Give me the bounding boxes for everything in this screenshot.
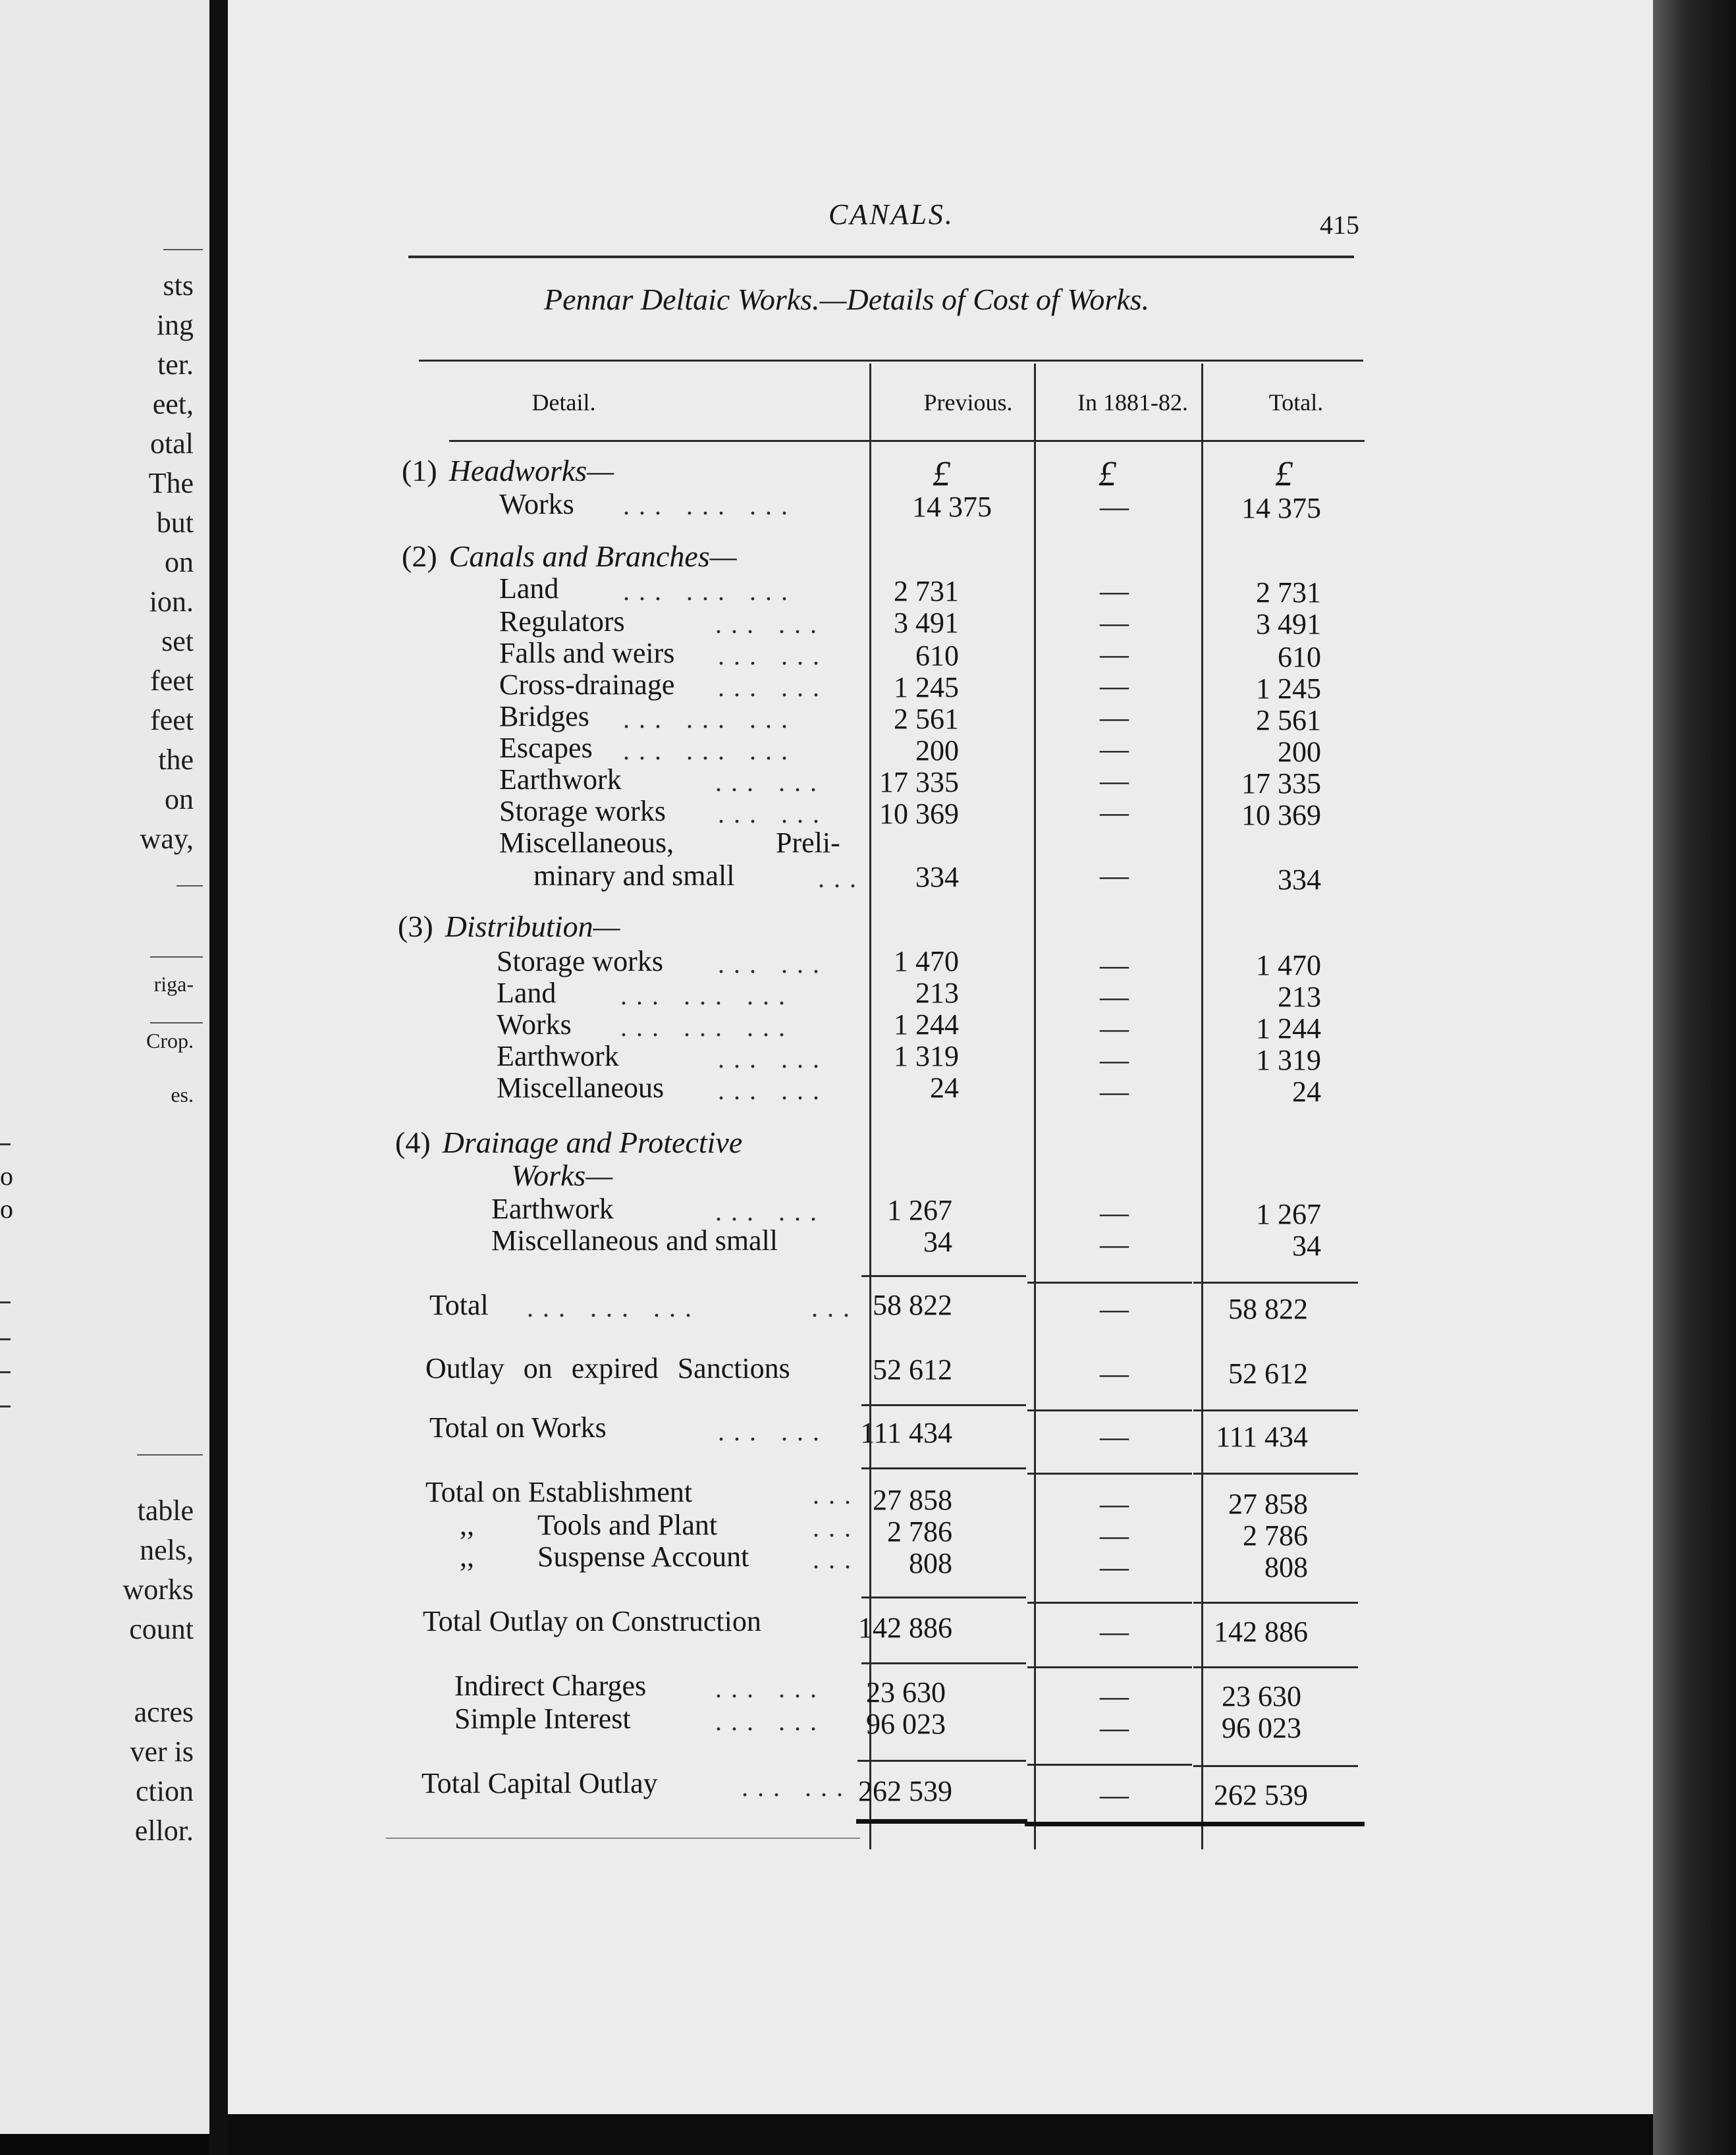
left-text-line: Crop. <box>146 1029 194 1052</box>
value-total: 1 245 <box>1256 672 1321 705</box>
sum-rule <box>1027 1282 1192 1284</box>
row-label: Total on Works <box>429 1411 607 1444</box>
value-year: — <box>1100 765 1129 797</box>
value-total: 262 539 <box>1214 1779 1308 1811</box>
row-label: Bridges <box>499 700 589 732</box>
value-previous: 262 539 <box>858 1775 952 1807</box>
sum-rule <box>1193 1666 1358 1668</box>
row-label: Storage works <box>497 945 663 977</box>
row-label: Works <box>497 1008 572 1041</box>
value-previous: 10 369 <box>879 798 959 830</box>
row-label: Storage works <box>499 795 666 827</box>
value-total: 2 561 <box>1256 704 1321 736</box>
value-total: 23 630 <box>1222 1680 1301 1712</box>
row-label: Land <box>499 572 559 605</box>
value-total: 27 858 <box>1228 1488 1308 1520</box>
sum-rule <box>1193 1282 1358 1284</box>
column-header-rule <box>449 440 1365 442</box>
left-text-line: otal <box>150 427 194 460</box>
bottom-faint-rule <box>386 1838 860 1839</box>
value-year: — <box>1100 733 1129 765</box>
section-heading: (1) Headworks— <box>402 454 614 487</box>
value-previous: 334 <box>915 861 959 893</box>
left-rule <box>150 956 203 958</box>
value-year: — <box>1100 859 1129 892</box>
row-label: Earthwork <box>499 763 622 796</box>
value-previous: 17 335 <box>879 766 959 798</box>
dot-leaders: ... ... <box>718 1044 828 1074</box>
left-rule <box>176 885 203 887</box>
left-text-line: but <box>156 506 194 539</box>
row-label: Total Capital Outlay <box>421 1767 658 1799</box>
value-total: 334 <box>1278 863 1321 896</box>
left-rule <box>137 1454 203 1456</box>
dot-leaders: ... ... <box>718 641 828 670</box>
value-total: 34 <box>1292 1230 1321 1262</box>
left-dash <box>0 1338 11 1340</box>
row-label: Cross-drainage <box>499 668 675 701</box>
value-total: 610 <box>1278 641 1321 673</box>
ditto-mark: ,, <box>460 1541 474 1573</box>
dot-leaders: ... ... ... <box>527 1293 701 1323</box>
sum-rule <box>1193 1602 1358 1604</box>
value-year: — <box>1100 491 1129 523</box>
value-year: — <box>1100 1197 1129 1229</box>
dot-leaders: ... ... ... <box>623 736 797 765</box>
dot-leaders: ... ... <box>715 609 826 639</box>
value-year: — <box>1100 1616 1129 1648</box>
value-previous: 24 <box>930 1072 959 1104</box>
value-previous: 14 375 <box>912 491 992 523</box>
row-label: Indirect Charges <box>454 1670 647 1702</box>
sum-rule <box>1193 1409 1358 1411</box>
sum-rule <box>861 1662 1026 1664</box>
value-year: — <box>1100 1712 1129 1744</box>
value-year: — <box>1100 1357 1129 1390</box>
value-previous: 200 <box>915 734 959 767</box>
value-total: 1 244 <box>1256 1012 1321 1045</box>
dot-leaders: ... ... <box>715 767 826 797</box>
row-label: Land <box>497 977 556 1009</box>
left-text-line: ter. <box>157 348 194 381</box>
value-total: 200 <box>1278 736 1321 768</box>
row-label: Works <box>499 488 574 520</box>
pound-sign: £ <box>933 454 950 493</box>
row-label: Earthwork <box>491 1193 614 1225</box>
sum-rule <box>1027 1666 1192 1668</box>
left-dash <box>0 1301 11 1303</box>
left-text-line: on <box>165 546 194 578</box>
value-total: 808 <box>1264 1551 1308 1583</box>
sum-rule <box>1193 1473 1358 1475</box>
value-previous: 213 <box>915 977 959 1009</box>
value-total: 14 375 <box>1241 492 1321 524</box>
row-label-cont: minary and small <box>533 859 735 892</box>
left-text-line: sts <box>163 269 194 302</box>
row-label: Miscellaneous <box>497 1072 665 1104</box>
value-total: 10 369 <box>1241 799 1321 831</box>
dot-leaders: ... ... <box>715 1197 826 1226</box>
value-year: — <box>1100 1551 1129 1583</box>
dot-leaders: ... ... ... <box>623 491 797 520</box>
value-previous: 27 858 <box>873 1484 952 1516</box>
final-rule <box>856 1819 1027 1824</box>
dot-leaders: ... <box>818 863 865 893</box>
section-heading: (2) Canals and Branches— <box>402 539 737 573</box>
left-text-line: The <box>148 467 194 499</box>
value-previous: 1 245 <box>894 671 959 703</box>
value-previous: 111 434 <box>860 1417 952 1449</box>
value-total: 2 731 <box>1256 576 1321 609</box>
left-dash <box>0 1405 11 1407</box>
dot-leaders: ... ... ... <box>623 704 797 734</box>
left-text-line: ction <box>136 1775 194 1807</box>
col-detail: Detail. <box>531 389 596 416</box>
value-year: — <box>1100 1228 1129 1261</box>
value-total: 1 319 <box>1256 1044 1321 1076</box>
dot-leaders: ... ... ... <box>623 576 797 606</box>
dot-leaders: ... ... <box>718 949 828 979</box>
right-page <box>228 0 1653 2114</box>
value-year: — <box>1100 1076 1129 1108</box>
sum-rule <box>861 1467 1026 1469</box>
ditto-mark: ,, <box>460 1509 474 1541</box>
value-year: — <box>1100 701 1129 734</box>
sum-rule <box>861 1404 1026 1406</box>
left-text-line: works <box>122 1573 194 1606</box>
row-label-end: Preli- <box>776 827 840 859</box>
value-previous: 1 267 <box>887 1194 952 1226</box>
section-heading: (3) Distribution— <box>398 910 620 943</box>
page-number: 415 <box>1320 210 1359 240</box>
value-previous: 610 <box>915 640 959 672</box>
value-year: — <box>1100 670 1129 702</box>
value-previous: 34 <box>923 1226 952 1258</box>
left-text-line: feet <box>150 704 194 736</box>
value-year: — <box>1100 607 1129 639</box>
value-year: — <box>1100 1779 1129 1811</box>
dot-leaders: ... <box>811 1293 859 1323</box>
value-total: 58 822 <box>1228 1293 1308 1325</box>
row-label: Regulators <box>499 605 625 638</box>
value-previous: 2 731 <box>894 575 959 607</box>
left-dash <box>0 1143 11 1145</box>
row-label: Miscellaneous and small <box>491 1224 778 1257</box>
value-previous: 808 <box>909 1547 952 1579</box>
sum-rule <box>1027 1764 1192 1766</box>
value-previous: 58 822 <box>873 1289 952 1321</box>
dot-leaders: ... ... <box>718 799 828 829</box>
value-year: — <box>1100 1044 1129 1076</box>
row-label: Total on Establishment <box>425 1476 693 1508</box>
dot-leaders: ... ... <box>718 1417 828 1446</box>
dot-leaders: ... ... ... <box>620 981 794 1010</box>
col-total: Total. <box>1268 389 1324 416</box>
pound-sign: £ <box>1099 454 1116 493</box>
sum-rule <box>861 1275 1026 1277</box>
left-rule <box>150 1022 203 1023</box>
dot-leaders: ... ... <box>718 1076 828 1105</box>
value-year: — <box>1100 981 1129 1013</box>
left-page-fragment <box>0 0 212 2134</box>
value-total: 213 <box>1278 981 1321 1013</box>
row-label: Simple Interest <box>454 1703 631 1735</box>
row-label: Suspense Account <box>537 1541 749 1573</box>
value-previous: 3 491 <box>894 607 959 639</box>
dot-leaders: ... ... ... <box>620 1012 794 1042</box>
bottom-shadow <box>228 2114 1653 2155</box>
value-year: — <box>1100 949 1129 981</box>
left-text-line: ion. <box>149 586 194 618</box>
value-total: 2 786 <box>1243 1519 1308 1552</box>
sum-rule <box>1027 1602 1192 1604</box>
left-text-line: nels, <box>140 1534 194 1566</box>
value-total: 111 434 <box>1216 1421 1308 1453</box>
value-year: — <box>1100 1012 1129 1045</box>
value-total: 52 612 <box>1228 1357 1308 1390</box>
final-rule <box>1188 1822 1365 1826</box>
value-year: — <box>1100 575 1129 607</box>
dot-leaders: ... ... <box>715 1706 826 1736</box>
value-previous: 2 561 <box>894 703 959 735</box>
running-head: CANALS. <box>828 198 954 231</box>
value-total: 1 267 <box>1256 1198 1321 1230</box>
left-text-line: feet <box>150 665 194 697</box>
value-previous: 23 630 <box>866 1676 946 1708</box>
value-year: — <box>1100 1293 1129 1325</box>
left-text-line: on <box>165 783 194 815</box>
row-label: Total <box>429 1289 489 1321</box>
value-previous: 142 886 <box>858 1612 952 1644</box>
left-text-line: eet, <box>152 388 194 420</box>
value-previous: 2 786 <box>887 1515 952 1548</box>
left-rule <box>163 249 203 250</box>
value-total: 142 886 <box>1214 1616 1308 1648</box>
dot-leaders: ... ... <box>718 672 828 702</box>
sum-rule <box>857 1760 1026 1762</box>
header-rule <box>408 256 1354 258</box>
dot-leaders: ... <box>813 1544 860 1574</box>
row-label: Tools and Plant <box>537 1509 718 1541</box>
left-digit: o <box>0 1194 13 1224</box>
left-text-line: the <box>158 744 194 776</box>
sum-rule <box>1193 1765 1358 1767</box>
dot-leaders: ... <box>813 1513 860 1542</box>
dot-leaders: ... ... <box>742 1772 852 1802</box>
value-year: — <box>1100 1421 1129 1453</box>
value-year: — <box>1100 796 1129 829</box>
value-year: — <box>1100 1680 1129 1712</box>
value-year: — <box>1100 1519 1129 1552</box>
left-text-line: ellor. <box>134 1814 194 1847</box>
value-previous: 1 244 <box>894 1008 959 1041</box>
dot-leaders: ... ... <box>715 1674 826 1703</box>
sum-rule <box>1027 1409 1192 1411</box>
row-label: Total Outlay on Construction <box>423 1605 761 1637</box>
left-digit: o <box>0 1161 13 1191</box>
dot-leaders: ... <box>813 1480 860 1510</box>
page-edge-shadow <box>1653 0 1736 2155</box>
col-previous: Previous. <box>923 389 1013 416</box>
value-previous: 52 612 <box>873 1353 952 1386</box>
left-text-line: way, <box>140 823 194 855</box>
row-label: Earthwork <box>497 1040 619 1072</box>
table-title: Pennar Deltaic Works.—Details of Cost of Works. <box>544 283 1150 316</box>
row-label: Falls and weirs <box>499 637 675 669</box>
left-text-line: acres <box>134 1696 194 1728</box>
value-previous: 1 470 <box>894 945 959 977</box>
section-heading-cont: Works— <box>511 1159 613 1192</box>
sum-rule <box>861 1596 1026 1598</box>
value-total: 24 <box>1292 1076 1321 1108</box>
book-gutter <box>209 0 228 2155</box>
left-text-line: es. <box>171 1083 194 1106</box>
left-text-line: set <box>161 625 194 657</box>
left-text-line: table <box>137 1494 194 1527</box>
value-total: 96 023 <box>1222 1712 1301 1744</box>
row-label: Miscellaneous, <box>499 827 674 859</box>
left-text-line: count <box>129 1613 194 1645</box>
final-rule <box>1025 1822 1195 1826</box>
left-dash <box>0 1371 11 1373</box>
left-text-line: riga- <box>153 972 194 996</box>
value-previous: 1 319 <box>894 1040 959 1072</box>
left-text-line: ing <box>156 309 194 341</box>
row-label: Outlay on expired Sanctions <box>425 1352 790 1384</box>
section-heading: (4) Drainage and Protective <box>395 1126 743 1159</box>
value-total: 3 491 <box>1256 608 1321 640</box>
value-previous: 96 023 <box>866 1708 946 1740</box>
pound-sign: £ <box>1275 454 1293 493</box>
left-text-line: ver is <box>130 1735 194 1768</box>
value-total: 1 470 <box>1256 949 1321 981</box>
column-divider <box>1034 364 1036 1849</box>
sum-rule <box>1027 1473 1192 1475</box>
title-rule <box>419 360 1363 362</box>
row-label: Escapes <box>499 732 593 764</box>
value-year: — <box>1100 1488 1129 1520</box>
value-year: — <box>1100 638 1129 670</box>
value-total: 17 335 <box>1241 767 1321 800</box>
col-year: In 1881-82. <box>1077 389 1188 416</box>
